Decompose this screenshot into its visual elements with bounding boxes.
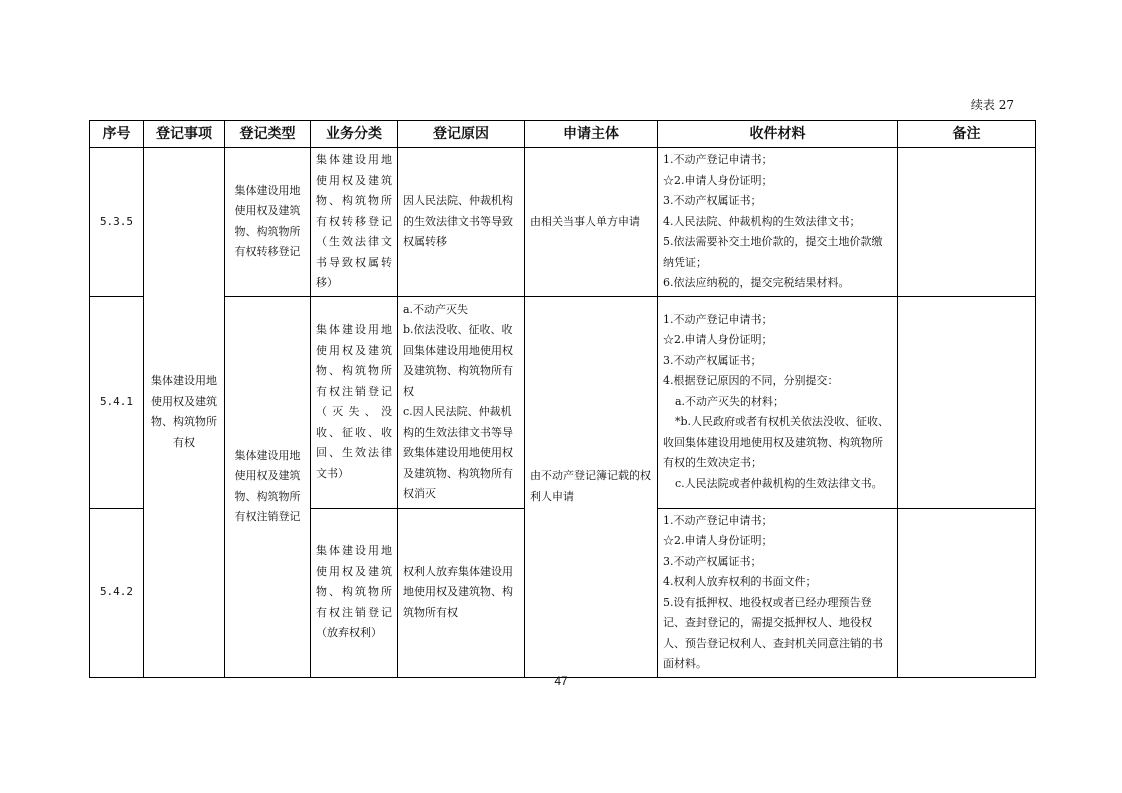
material-item: 3.不动产权属证书；	[663, 194, 762, 207]
header-reason: 登记原因	[398, 121, 525, 148]
reason-item: b.依法没收、征收、收回集体建设用地使用权及建筑物、构筑物所有权	[403, 323, 513, 398]
material-item: ☆2.申请人身份证明；	[663, 534, 773, 547]
matter-cell: 集体建设用地使用权及建筑物、构筑物所有权	[144, 148, 225, 678]
material-item: 1.不动产登记申请书；	[663, 513, 773, 527]
material-item: 4.根据登记原因的不同，分别提交：	[663, 374, 839, 388]
type-cell: 集体建设用地使用权及建筑物、构筑物所有权注销登记	[225, 296, 311, 677]
materials-cell	[658, 296, 898, 508]
reason-cell	[398, 296, 525, 508]
header-remark: 备注	[898, 121, 1036, 148]
registration-table	[89, 120, 1036, 678]
remark-cell	[898, 148, 1036, 297]
header-row	[90, 121, 1036, 148]
page-number: 47	[554, 674, 568, 688]
applicant-cell: 由不动产登记簿记载的权利人申请	[525, 296, 658, 677]
remark-cell	[898, 508, 1036, 677]
header-matter: 登记事项	[144, 121, 225, 148]
material-item: a.不动产灭失的材料；	[675, 394, 785, 408]
header-category: 业务分类	[311, 121, 398, 148]
material-item: 3.不动产权属证书；	[663, 554, 762, 568]
material-item: 4.权利人放弃权利的书面文件；	[663, 575, 817, 588]
materials-cell	[658, 508, 898, 677]
material-item: 5.依法需要补交土地价款的，提交土地价款缴纳凭证；	[663, 235, 883, 269]
applicant-cell: 由相关当事人单方申请	[525, 148, 658, 297]
seq-cell: 5.4.2	[90, 508, 144, 677]
header-type: 登记类型	[225, 121, 311, 148]
material-item: 6.依法应纳税的，提交完税结果材料。	[663, 276, 850, 289]
reason-cell: 权利人放弃集体建设用地使用权及建筑物、构筑物所有权	[398, 508, 525, 677]
type-cell: 集体建设用地使用权及建筑物、构筑物所有权转移登记	[225, 148, 311, 297]
table-row	[90, 296, 1036, 508]
materials-cell	[658, 148, 898, 297]
header-applicant: 申请主体	[525, 121, 658, 148]
material-item: ☆2.申请人身份证明；	[663, 333, 773, 347]
material-item: 5.设有抵押权、地役权或者已经办理预告登记、查封登记的，需提交抵押权人、地役权人、预告登记权利人、查封机关同意注销的书面材料。	[663, 595, 883, 670]
remark-cell	[898, 296, 1036, 508]
reason-cell: 因人民法院、仲裁机构的生效法律文书等导致权属转移	[398, 148, 525, 297]
reason-item: a.不动产灭失	[403, 302, 469, 316]
material-item: 3.不动产权属证书；	[663, 353, 762, 367]
material-item: 1.不动产登记申请书；	[663, 312, 773, 326]
category-cell: 集体建设用地使用权及建筑物、构筑物所有权注销登记（放弃权利）	[311, 508, 398, 677]
material-item: ☆2.申请人身份证明；	[663, 173, 773, 187]
material-item: c.人民法院或者仲裁机构的生效法律文书。	[675, 476, 883, 490]
table-row	[90, 148, 1036, 297]
seq-cell: 5.3.5	[90, 148, 144, 297]
category-cell: 集体建设用地使用权及建筑物、构筑物所有权转移登记（生效法律文书导致权属转移）	[311, 148, 398, 297]
header-seq: 序号	[90, 121, 144, 148]
continuation-label: 续表 27	[970, 98, 1014, 112]
material-item: 1.不动产登记申请书；	[663, 153, 773, 166]
material-item: 4.人民法院、仲裁机构的生效法律文书；	[663, 214, 861, 228]
reason-item: c.因人民法院、仲裁机构的生效法律文书等导致集体建设用地使用权及建筑物、构筑物所有权消灭	[403, 405, 513, 500]
seq-cell: 5.4.1	[90, 296, 144, 508]
material-item: *b.人民政府或者有权机关依法没收、征收、收回集体建设用地使用权及建筑物、构筑物所有权的生效决定书；	[663, 415, 890, 470]
header-materials: 收件材料	[658, 121, 898, 148]
category-cell: 集体建设用地使用权及建筑物、构筑物所有权注销登记（灭失、没收、征收、收回、生效法律文书）	[311, 296, 398, 508]
